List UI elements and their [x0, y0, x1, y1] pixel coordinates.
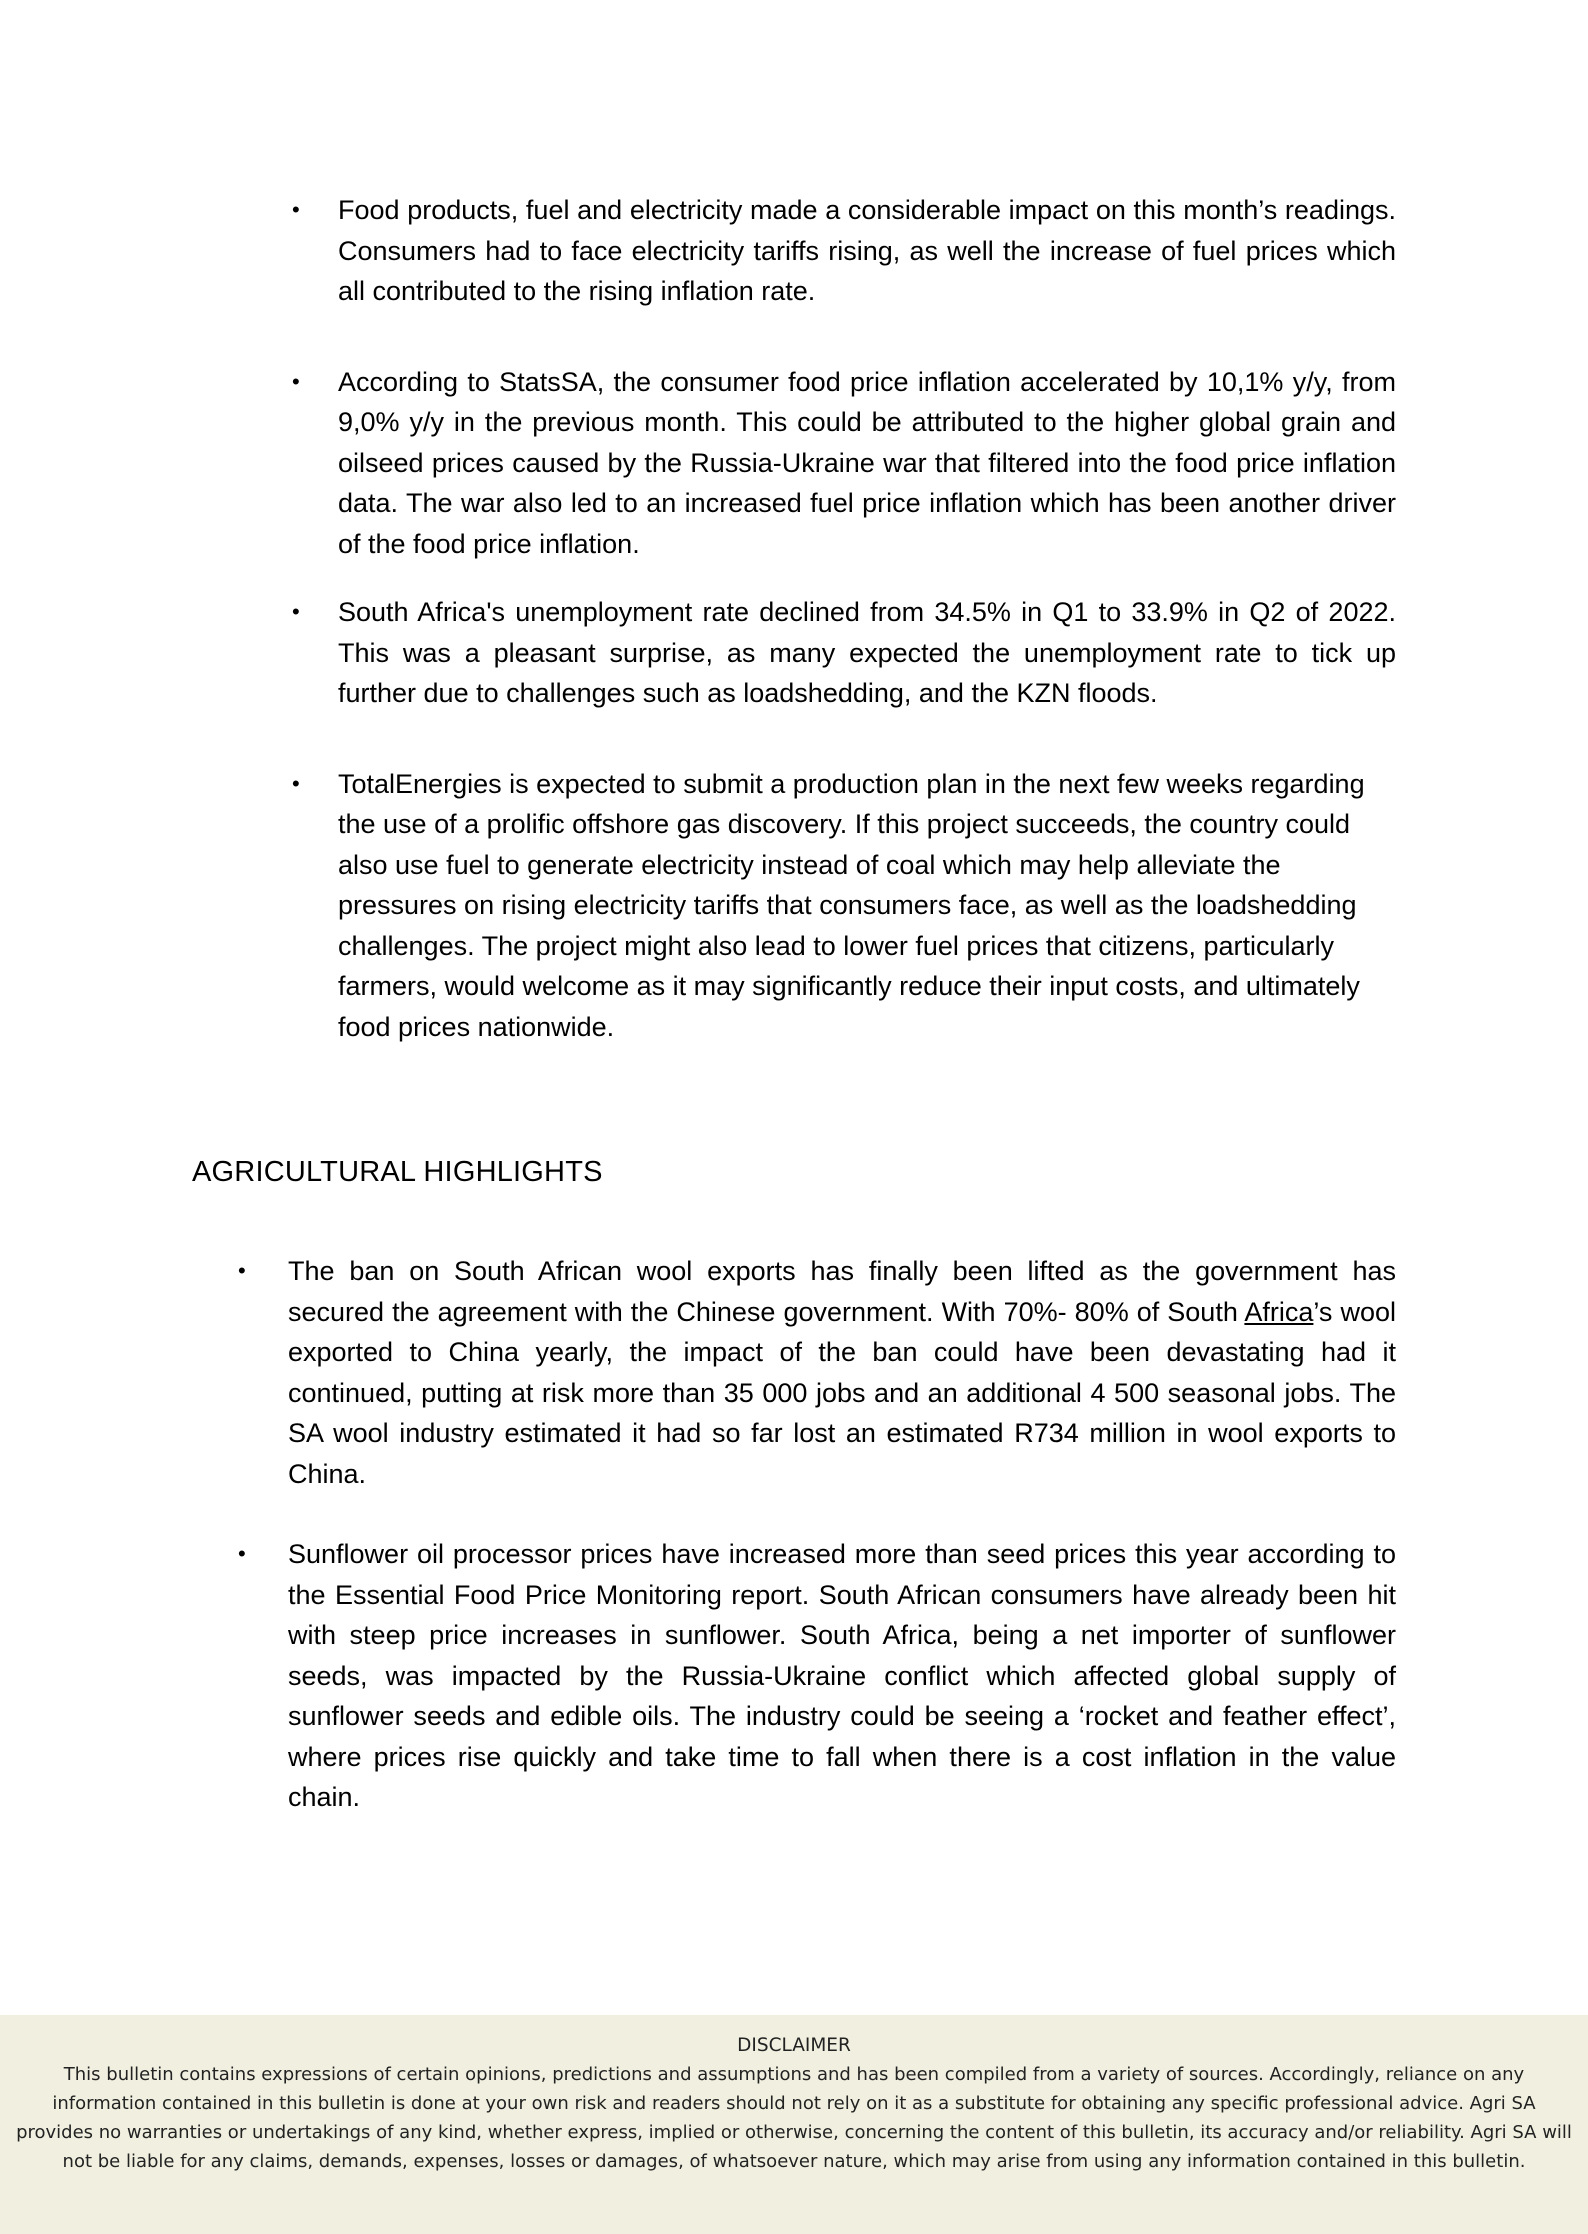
bullet-item-sunflower: [238, 1534, 1396, 1818]
bullet-item-wool-ban: [238, 1251, 1396, 1494]
bullet-text: TotalEnergies is expected to submit a production plan in the next few weeks regarding the use of a prolific offshore gas discovery. If this project succeeds, the country could also use fuel to generate electricity instead of coal which may help alleviate the pressures on rising electricity tariffs that consumers face, as well as the loadshedding challenges. The project might also lead to lower fuel prices that citizens, particularly farmers, would welcome as it may significantly reduce their input costs, and ultimately food prices nationwide.: [338, 768, 1365, 1042]
bullet-dot: •: [238, 1541, 246, 1566]
disclaimer-box: [0, 2015, 1588, 2234]
economic-bullet-list: [292, 190, 1396, 1047]
bullet-dot: •: [292, 599, 300, 624]
bullet-text-part: The ban on South African wool exports has finally been lifted as the government has secured the agreement with the Chinese government. With 70%- 80% of South: [288, 1256, 1396, 1327]
agricultural-highlights-heading: AGRICULTURAL HIGHLIGHTS: [192, 1156, 603, 1188]
bullet-text: According to StatsSA, the consumer food price inflation accelerated by 10,1% y/y, from 9,0% y/y in the previous month. This could be attributed to the higher global grain and oilseed prices caused by the Russia-Ukraine war that filtered into the food price inflation data. The war also led to an increased fuel price inflation which has been another driver of the food price inflation.: [338, 366, 1396, 559]
agri-bullet-list: [238, 1251, 1396, 1818]
bullet-dot: •: [292, 368, 300, 394]
disclaimer-body: This bulletin contains expressions of certain opinions, predictions and assumptions and has been compiled from a variety of sources. Accordingly, reliance on any information contained in this bulletin is done at your own risk and readers should not rely on it as a substitute for obtaining any specific professional advice. Agri SA provides no warranties or undertakings of any kind, whether express, implied or otherwise, concerning the content of this bulletin, its accuracy and/or reliability. Agri SA will not be liable for any claims, demands, expenses, losses or damages, of whatsoever nature, which may arise from using any information contained in this bulletin.: [16, 2064, 1572, 2172]
bullet-text: Sunflower oil processor prices have increased more than seed prices this year according to the Essential Food Price Monitoring report. South African consumers have already been hit with steep price increases in sunflower. South Africa, being a net importer of sunflower seeds, was impacted by the Russia-Ukraine conflict which affected global supply of sunflower seeds and edible oils. The industry could be seeing a ‘rocket and feather effect’, where prices rise quickly and take time to fall when there is a cost inflation in the value chain.: [288, 1539, 1396, 1812]
bullet-dot: •: [292, 770, 300, 796]
bullet-text: Food products, fuel and electricity made a considerable impact on this month’s readings. Consumers had to face electricity tariffs rising, as well the increase of fuel prices which all contributed to the rising inflation rate.: [338, 195, 1396, 306]
bullet-item-food-inflation: [292, 362, 1396, 565]
disclaimer-title: DISCLAIMER: [737, 2035, 851, 2056]
bullet-item-food-fuel: [292, 190, 1396, 312]
bullet-item-unemployment: [292, 592, 1396, 714]
bullet-item-totalenergies: [292, 764, 1396, 1048]
bullet-text: [288, 1251, 1396, 1494]
bullet-dot: •: [238, 1258, 246, 1283]
bullet-text-part: ’s wool exported to China yearly, the impact of the ban could have been devastating had it continued, putting at risk more than 35 000 jobs and an additional 4 500 seasonal jobs. The SA wool industry estimated it had so far lost an estimated R734 million in wool exports to China.: [288, 1296, 1396, 1489]
underlined-word-africa: Africa: [1244, 1296, 1314, 1327]
bullet-dot: •: [292, 197, 300, 222]
bullet-text: South Africa's unemployment rate declined from 34.5% in Q1 to 33.9% in Q2 of 2022. This was a pleasant surprise, as many expected the unemployment rate to tick up further due to challenges such as loadshedding, and the KZN floods.: [338, 597, 1396, 708]
